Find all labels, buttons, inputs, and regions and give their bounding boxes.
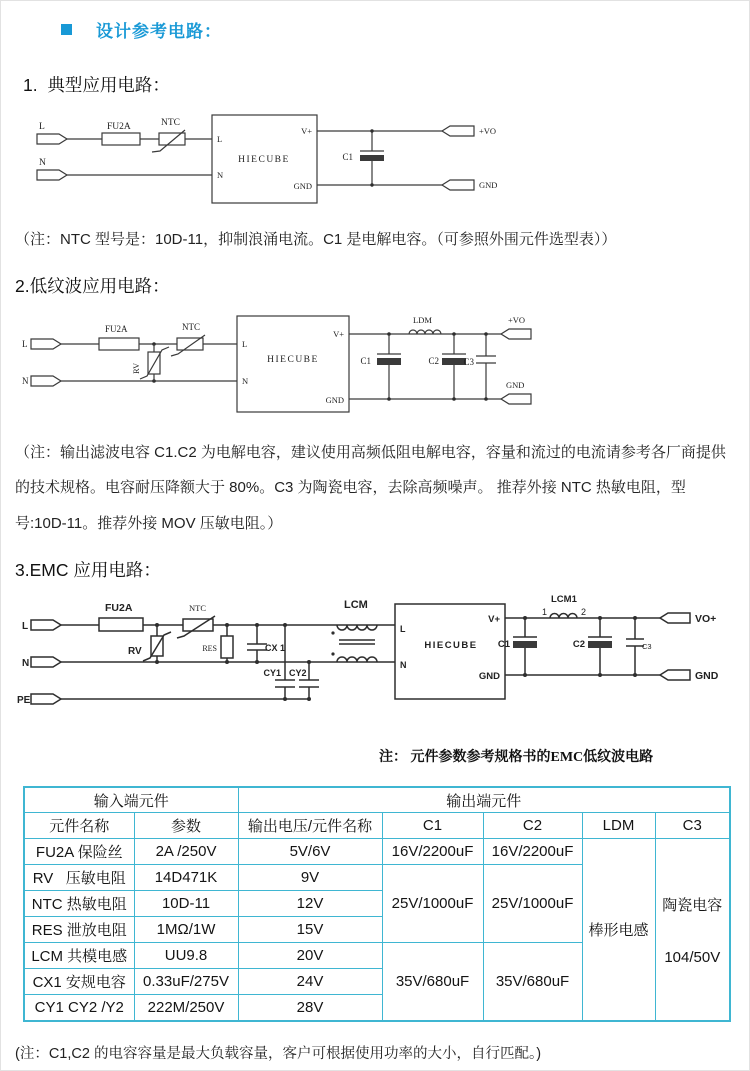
c3-choke-label: LCM [344, 598, 368, 611]
c3-varistor-label: RV [128, 645, 142, 657]
cell-voltage: 12V [238, 891, 382, 917]
c3-input-pe [17, 694, 309, 706]
c3-pin-gnd-label: GND [478, 670, 500, 682]
footer-note: (注：C1,C2 的电容容量是最大负载容量，客户可根据使用功率的大小，自行匹配。) [15, 1045, 542, 1062]
cell-c1-merged: 25V/1000uF [382, 865, 483, 943]
c2-input-n-label: N [22, 376, 29, 386]
cell-component: CY1 CY2 /Y2 [24, 995, 134, 1021]
c2-pin-vplus-label: V+ [333, 329, 344, 339]
cell-voltage: 5V/6V [238, 839, 382, 865]
c2-inductor-label: LDM [413, 315, 432, 325]
c2-ntc-symbol [171, 322, 205, 356]
c3-output-gnd [660, 670, 719, 682]
c2-cap-c1-symbol [360, 332, 401, 401]
c3-ntc-label: NTC [189, 602, 206, 613]
c1-ntc-label: NTC [161, 118, 180, 128]
circuit-3-diagram [15, 592, 720, 727]
c1-gnd-connector-icon [442, 180, 474, 190]
cell-param: 1MΩ/1W [134, 917, 238, 943]
c2-gnd-connector-icon [501, 394, 531, 404]
c1-n-connector-icon [37, 170, 67, 180]
c2-out-vo-label: +VO [508, 315, 526, 325]
cell-param: 14D471K [134, 865, 238, 891]
c1-pin-n-label: N [217, 170, 224, 180]
c1-input-l-label: L [39, 122, 45, 132]
cell-voltage: 28V [238, 995, 382, 1021]
c3-cap-cx1-symbol [247, 623, 285, 664]
c3-pin-n-label: N [400, 659, 407, 670]
cell-c2-merged: 25V/1000uF [483, 865, 582, 943]
square-bullet-icon [61, 24, 72, 35]
section3-note: 注： 元件参数参考规格书的EMC低纹波电路 [379, 749, 654, 765]
c1-output-vo [442, 126, 496, 136]
c2-inductor-symbol [409, 315, 441, 334]
section2-note: （注：输出滤波电容 C1.C2 为电解电容，建议使用高频低阻电解电容，容量和流过的电流请参考各厂商提供的技术规格。电容耐压降额大于 80%。C3 为陶瓷电容，去除高频噪声。 推荐外接 NTC 热敏电阻，型号:10D-11。推荐外接 MOV 压敏电阻。） [15, 444, 726, 532]
c3-cap-c3-symbol [626, 616, 652, 677]
column-header: C1 [382, 813, 483, 839]
cell-voltage: 15V [238, 917, 382, 943]
c3-cap-c3-label: C3 [642, 641, 652, 651]
c3-module-label: HIECUBE [424, 639, 478, 651]
c3-inductor-symbol [542, 594, 586, 618]
c2-cap-c2-symbol [428, 332, 466, 401]
section1-note: （注：NTC 型号是：10D-11，抑制浪涌电流。C1 是电解电容。（可参照外围元件选型表）） [15, 231, 617, 248]
c3-pin-l-label: L [400, 623, 406, 634]
c2-fuse-label: FU2A [105, 324, 128, 334]
c3-output-vo [660, 613, 716, 625]
c1-vo-connector-icon [442, 126, 474, 136]
c2-fuse-symbol [99, 324, 139, 350]
cell-component: RES 泄放电阻 [24, 917, 134, 943]
circuit-1-diagram [27, 105, 497, 213]
c2-pin-n-label: N [242, 376, 249, 386]
component-table [23, 786, 731, 1022]
c2-cap-c3-label: C3 [463, 357, 474, 367]
c3-input-n-label: N [22, 657, 30, 669]
c2-module-label: HIECUBE [267, 355, 319, 365]
c3-out-vo-label: VO+ [695, 612, 717, 625]
c1-ntc-symbol [152, 118, 185, 152]
c3-l-connector-icon [31, 620, 61, 630]
c3-vo-connector-icon [660, 613, 690, 623]
c3-cap-cy1-label: CY1 [263, 667, 281, 678]
c1-module-label: HIECUBE [238, 155, 290, 165]
c3-out-gnd-label: GND [695, 669, 719, 682]
c1-pin-vplus-label: V+ [301, 126, 312, 136]
c2-cap-c2-label: C2 [428, 356, 439, 366]
cell-component: LCM 共模电感 [24, 943, 134, 969]
c2-l-connector-icon [31, 339, 61, 349]
cell-voltage: 9V [238, 865, 382, 891]
cell-c3-line2: 104/50V [664, 948, 721, 966]
c3-fuse-symbol [99, 602, 143, 631]
c1-input-n-label: N [39, 158, 46, 168]
c3-res-label: RES [202, 643, 217, 653]
c1-output-gnd [442, 180, 497, 190]
circuit-2-diagram [19, 304, 534, 426]
cell-component: NTC 热敏电阻 [24, 891, 134, 917]
c2-output-vo [501, 315, 531, 339]
table-group-header-row [24, 787, 730, 813]
c3-cap-c1-label: C1 [497, 638, 510, 650]
c2-input-l-label: L [22, 339, 28, 349]
section2-title: 2.低纹波应用电路： [15, 276, 170, 296]
c1-fuse-label: FU2A [107, 122, 131, 132]
c1-l-connector-icon [37, 134, 67, 144]
column-header: LDM [582, 813, 655, 839]
table-row [24, 839, 730, 865]
cell-component: CX1 安规电容 [24, 969, 134, 995]
cell-param: 0.33uF/275V [134, 969, 238, 995]
c1-pin-l-label: L [217, 134, 223, 144]
c1-fuse-symbol [102, 122, 140, 145]
c2-pin-gnd-label: GND [325, 395, 344, 405]
column-header: 参数 [134, 813, 238, 839]
c3-inductor-pin2-label: 2 [581, 606, 587, 617]
c3-input-pe-label: PE [17, 694, 31, 706]
cell-c2: 16V/2200uF [483, 839, 582, 865]
c3-cap-cy2-label: CY2 [289, 667, 307, 678]
section1-title: 1. 典型应用电路： [23, 75, 170, 95]
page-title: 设计参考电路： [96, 22, 222, 41]
cell-component: RV 压敏电阻 [24, 865, 134, 891]
c1-module-box [212, 115, 317, 203]
cell-voltage: 24V [238, 969, 382, 995]
column-header: C2 [483, 813, 582, 839]
cell-c2-merged: 35V/680uF [483, 943, 582, 1021]
c1-input-n [37, 158, 212, 180]
cell-c3-line1: 陶瓷电容 [662, 896, 723, 914]
cell-param: 2A /250V [134, 839, 238, 865]
c3-inductor-label: LCM1 [551, 593, 577, 605]
c3-fuse-label: FU2A [105, 601, 133, 614]
c3-gnd-connector-icon [660, 670, 690, 680]
c3-pe-connector-icon [31, 694, 61, 704]
cell-ldm-merged: 棒形电感 [582, 839, 655, 1021]
cell-param: 10D-11 [134, 891, 238, 917]
section3-title: 3.EMC 应用电路： [15, 559, 161, 580]
c3-n-connector-icon [31, 657, 61, 667]
c3-choke-symbol [331, 599, 377, 662]
cell-c3-merged [655, 839, 730, 1021]
c2-vo-connector-icon [501, 329, 531, 339]
c2-out-gnd-label: GND [506, 380, 525, 390]
cell-c1: 16V/2200uF [382, 839, 483, 865]
section-header [61, 17, 749, 42]
cell-c1-merged: 35V/680uF [382, 943, 483, 1021]
group-header-output: 输出端元件 [238, 787, 730, 813]
c2-input-n [22, 376, 237, 386]
c1-pin-gnd-label: GND [293, 181, 312, 191]
column-header: 输出电压/元件名称 [238, 813, 382, 839]
c3-cap-c2-symbol [573, 616, 612, 677]
c1-out-gnd-label: GND [479, 180, 497, 190]
c2-module-box [237, 316, 349, 412]
c3-cap-cx1-label: CX 1 [265, 642, 286, 653]
c2-n-connector-icon [31, 376, 61, 386]
c1-cap-c1-label: C1 [342, 152, 353, 162]
c1-out-vo-label: +VO [479, 126, 497, 136]
cell-param: 222M/250V [134, 995, 238, 1021]
c2-varistor-label: RV [131, 362, 141, 374]
c3-input-l-label: L [22, 620, 29, 632]
c2-cap-c3-symbol [463, 332, 496, 401]
c3-pin-vplus-label: V+ [488, 613, 500, 625]
group-header-input: 输入端元件 [24, 787, 238, 813]
c1-cap-c1-symbol [342, 129, 384, 186]
column-header: C3 [655, 813, 730, 839]
c3-module-box [395, 604, 505, 699]
c3-cap-c2-label: C2 [572, 638, 585, 650]
c2-pin-l-label: L [242, 339, 248, 349]
table-column-header-row [24, 813, 730, 839]
c2-cap-c1-label: C1 [360, 356, 371, 366]
c3-inductor-pin1-label: 1 [542, 606, 548, 617]
c3-ntc-symbol [177, 603, 215, 638]
c2-ntc-label: NTC [182, 322, 200, 332]
cell-param: UU9.8 [134, 943, 238, 969]
cell-component: FU2A 保险丝 [24, 839, 134, 865]
c2-output-gnd [501, 380, 531, 404]
column-header: 元件名称 [24, 813, 134, 839]
cell-voltage: 20V [238, 943, 382, 969]
